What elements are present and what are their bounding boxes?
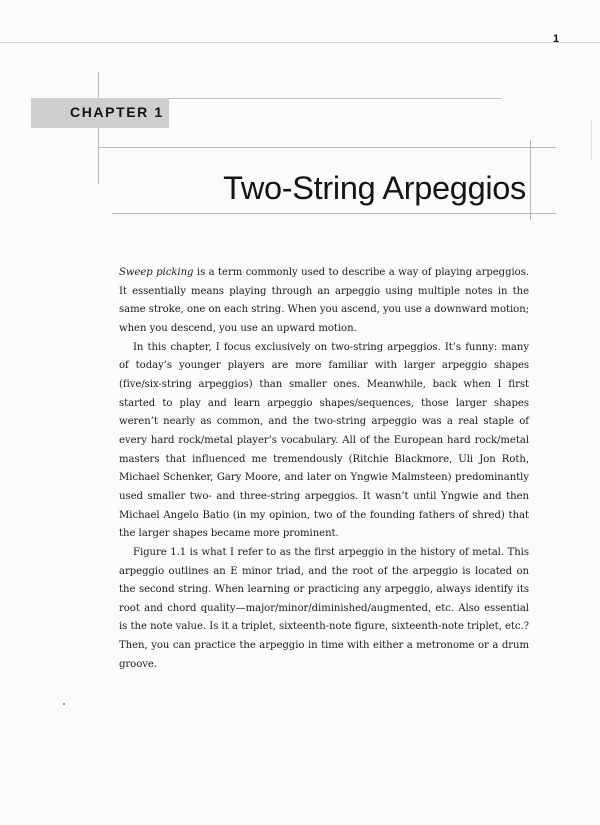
top-rule-line — [0, 42, 600, 43]
paragraph-1 — [119, 264, 529, 339]
paragraph-1-text: is a term commonly used to describe a way of playing arpeggios. It essentially means playing through an arpeggio using multiple notes in the same stroke, one on each string. When you ascend, you use a downward motion; when you descend, you use an upward motion. — [119, 267, 529, 334]
term-sweep-picking: Sweep picking — [119, 267, 194, 278]
page-number: 1 — [553, 33, 560, 45]
title-right-line — [530, 140, 531, 220]
paragraph-3: Figure 1.1 is what I refer to as the first arpeggio in the history of metal. This arpeggio outlines an E minor triad, and the root of the arpeggio is located on the second string. When learning or practicing any arpeggio, always identify its root and chord quality—major/minor/diminished/augmented, etc. Also essential is the note value. Is it a triplet, sixteenth-note figure, sixteenth-note triplet, etc.? Then, you can practice the arpeggio in time with either a metronome or a drum groove. — [119, 546, 529, 670]
chapter-title: Two-String Arpeggios — [223, 170, 526, 206]
title-base-rule-line — [112, 213, 556, 214]
left-margin-line — [98, 72, 99, 184]
scan-speck — [63, 703, 65, 705]
body-text — [119, 264, 529, 674]
chapter-label: CHAPTER 1 — [70, 104, 164, 120]
scan-speck — [591, 120, 592, 160]
paragraph-2: In this chapter, I focus exclusively on two-string arpeggios. It’s funny: many of today’s younger players are more familiar with larger arpeggio shapes (five/six-string arpeggios) than smaller ones. Meanwhile, back when I first started to play and learn arpeggio shapes/sequences, those larger shapes weren’t nearly as common, and the two-string arpeggio was a real staple of every hard rock/metal player’s vocabulary. All of the European hard rock/metal masters that influenced me tremendously (Ritchie Blackmore, Uli Jon Roth, Michael Schenker, Gary Moore, and later on Yngwie Malmsteen) predominantly used smaller two- and three-string arpeggios. It wasn’t until Yngwie and then Michael Angelo Batio (in my opinion, two of the founding fathers of shred) that the larger shapes became more prominent. — [119, 341, 529, 540]
title-rule-line — [98, 147, 556, 148]
